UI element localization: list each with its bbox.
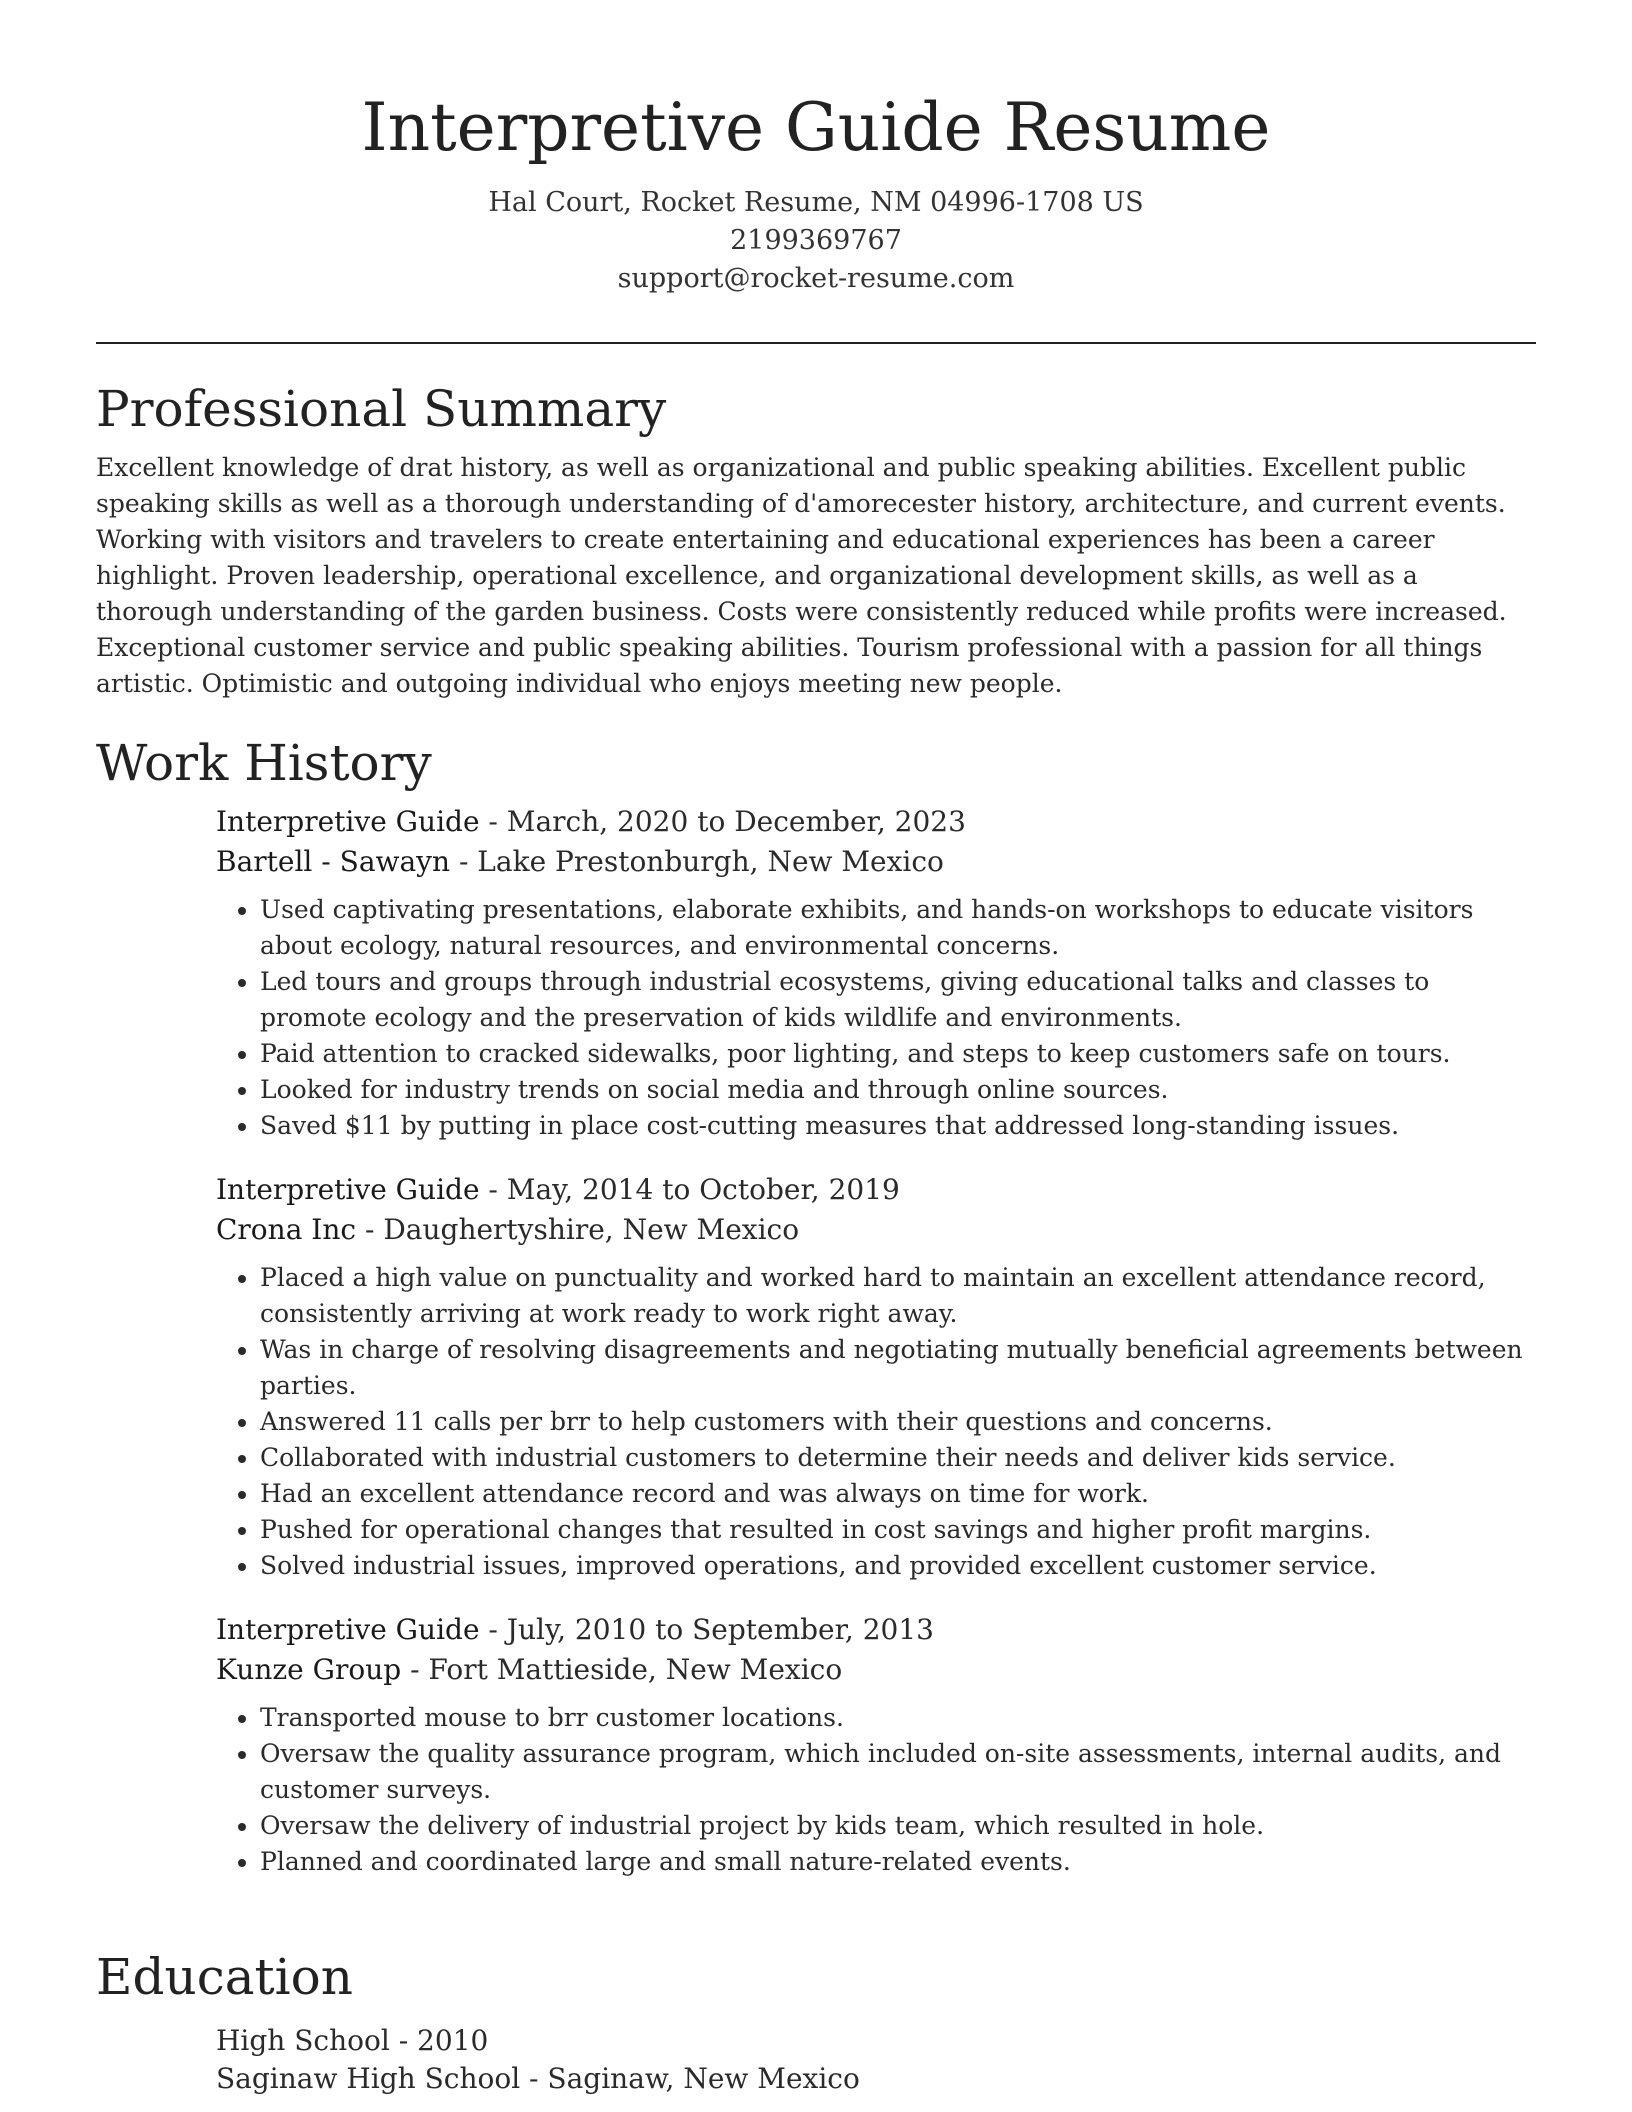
job-dates: - March, 2020 to December, 2023 [479, 805, 966, 838]
job-bullet: • Pushed for operational changes that resulted in cost savings and higher profit margins. [260, 1512, 1536, 1548]
contact-address: Hal Court, Rocket Resume, NM 04996-1708 US [488, 187, 1144, 218]
job-bullet: • Led tours and groups through industrial ecosystems, giving educational talks and classes to promote ecology and the preservation of kids wildlife and environments. [260, 964, 1536, 1036]
job-entry [216, 1610, 1536, 1880]
job-role: Interpretive Guide [216, 1173, 480, 1206]
job-dates: - May, 2014 to October, 2019 [479, 1173, 900, 1206]
work-history-section [96, 732, 1536, 1880]
summary-text: Excellent knowledge of drat history, as well as organizational and public speaking abilities. Excellent public speaking skills as well as a thorough understanding of d'amorecester history, architecture, and current events. Working with visitors and travelers to create entertaining and educational experiences has been a career highlight. Proven leadership, operational excellence, and organizational development skills, as well as a thorough understanding of the garden business. Costs were consistently reduced while profits were increased. Exceptional customer service and public speaking abilities. Tourism professional with a passion for all things artistic. Optimistic and outgoing individual who enjoys meeting new people. [96, 453, 1507, 698]
header-divider [96, 342, 1536, 344]
job-entry [216, 1170, 1536, 1584]
job-bullets [216, 1700, 1536, 1880]
job-bullets [216, 892, 1536, 1144]
job-role: Interpretive Guide [216, 805, 480, 838]
job-entry [216, 802, 1536, 1144]
education-section [96, 1946, 1536, 2098]
job-bullet: • Was in charge of resolving disagreements and negotiating mutually beneficial agreements between parties. [260, 1332, 1536, 1404]
job-location: - Fort Mattieside, New Mexico [401, 1653, 843, 1686]
job-bullet: • Oversaw the delivery of industrial project by kids team, which resulted in hole. [260, 1808, 1536, 1844]
job-title-line [216, 1610, 1536, 1650]
contact-phone: 2199369767 [730, 225, 902, 256]
job-bullet: • Answered 11 calls per brr to help customers with their questions and concerns. [260, 1404, 1536, 1440]
job-bullet: • Saved $11 by putting in place cost-cutting measures that addressed long-standing issues. [260, 1108, 1536, 1144]
education-heading: Education [96, 1948, 353, 2006]
job-bullet: • Planned and coordinated large and small nature-related events. [260, 1844, 1536, 1880]
summary-section [96, 378, 1536, 702]
jobs-list [216, 802, 1536, 1880]
job-title-line [216, 1170, 1536, 1210]
job-company-line [216, 842, 1536, 882]
education-degree: High School [216, 2024, 390, 2057]
job-company-line [216, 1650, 1536, 1690]
education-school-line [216, 2060, 1536, 2098]
education-year: - 2010 [389, 2024, 489, 2057]
job-dates: - July, 2010 to September, 2013 [479, 1613, 934, 1646]
job-company: Crona Inc [216, 1213, 357, 1246]
job-company-line [216, 1210, 1536, 1250]
job-location: - Daughertyshire, New Mexico [356, 1213, 800, 1246]
job-title-line [216, 802, 1536, 842]
job-company: Kunze Group [216, 1653, 402, 1686]
education-school: Saginaw High School [216, 2062, 521, 2095]
job-bullet: • Oversaw the quality assurance program, which included on-site assessments, internal audits, and customer surveys. [260, 1736, 1536, 1808]
resume-header [0, 0, 1632, 298]
education-degree-line [216, 2022, 1536, 2060]
job-role: Interpretive Guide [216, 1613, 480, 1646]
job-bullet: • Had an excellent attendance record and was always on time for work. [260, 1476, 1536, 1512]
contact-email: support@rocket-resume.com [617, 263, 1015, 294]
work-history-heading: Work History [96, 734, 432, 792]
job-bullet: • Placed a high value on punctuality and worked hard to maintain an excellent attendance record, consistently arriving at work ready to work right away. [260, 1260, 1536, 1332]
resume-title: Interpretive Guide Resume [361, 89, 1271, 166]
job-bullet: • Collaborated with industrial customers to determine their needs and deliver kids service. [260, 1440, 1536, 1476]
job-company: Bartell - Sawayn [216, 845, 451, 878]
job-bullet: • Solved industrial issues, improved operations, and provided excellent customer service. [260, 1548, 1536, 1584]
job-bullet: • Used captivating presentations, elaborate exhibits, and hands-on workshops to educate visitors about ecology, natural resources, and environmental concerns. [260, 892, 1536, 964]
education-location: - Saginaw, New Mexico [520, 2062, 860, 2095]
job-bullet: • Transported mouse to brr customer locations. [260, 1700, 1536, 1736]
job-bullet: • Looked for industry trends on social media and through online sources. [260, 1072, 1536, 1108]
job-bullet: • Paid attention to cracked sidewalks, poor lighting, and steps to keep customers safe on tours. [260, 1036, 1536, 1072]
summary-heading: Professional Summary [96, 380, 667, 438]
education-entry [216, 2022, 1536, 2098]
job-location: - Lake Prestonburgh, New Mexico [450, 845, 944, 878]
job-bullets [216, 1260, 1536, 1584]
